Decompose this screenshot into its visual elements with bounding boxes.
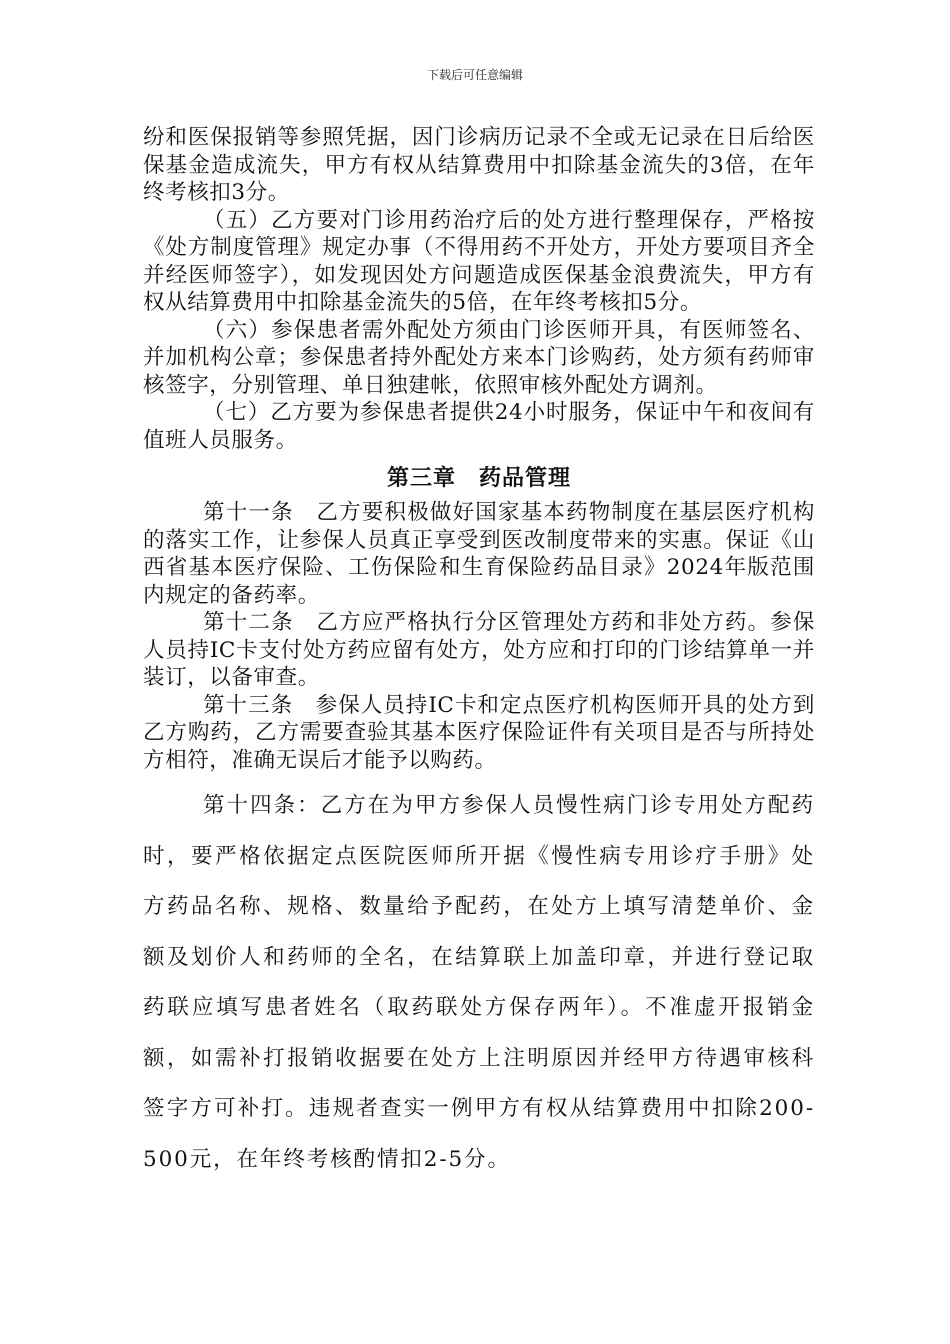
- article-13: 第十三条 参保人员持IC卡和定点医疗机构医师开具的处方到乙方购药，乙方需要查验其基本医疗保险证件有关项目是否与所持处方相符，准确无误后才能予以购药。: [143, 692, 815, 773]
- article-12: 第十二条 乙方应严格执行分区管理处方药和非处方药。参保人员持IC卡支付处方药应留有处方，处方应和打印的门诊结算单一并装订，以备审查。: [143, 610, 815, 690]
- chapter-title: 第三章 药品管理: [386, 466, 571, 491]
- paragraph-item-7: （七）乙方要为参保患者提供24小时服务，保证中午和夜间有值班人员服务。: [143, 400, 815, 453]
- paragraph-item-6: （六）参保患者需外配处方须由门诊医师开具，有医师签名、并加机构公章；参保患者持外配处方来本门诊购药，处方须有药师审核签字，分别管理、单日独建帐，依照审核外配处方调剂。: [143, 317, 815, 398]
- article-14: 第十四条：乙方在为甲方参保人员慢性病门诊专用处方配药时，要严格依据定点医院医师所开据《慢性病专用诊疗手册》处方药品名称、规格、数量给予配药，在处方上填写清楚单价、金额及划价人和药师的全名，在结算联上加盖印章，并进行登记取药联应填写患者姓名（取药联处方保存两年）。不准虚开报销金额，如需补打报销收据要在处方上注明原因并经甲方待遇审核科签字方可补打。违规者查实一例甲方有权从结算费用中扣除200-500元，在年终考核酌情扣2-5分。: [143, 793, 815, 1172]
- page-header-note: 下载后可任意编辑: [426, 68, 523, 82]
- paragraph-item-5: （五）乙方要对门诊用药治疗后的处方进行整理保存，严格按《处方制度管理》规定办事（不得用药不开处方，开处方要项目齐全并经医师签字），如发现因处方问题造成医保基金浪费流失，甲方有权从结算费用中扣除基金流失的5倍，在年终考核扣5分。: [143, 207, 815, 315]
- article-11: 第十一条 乙方要积极做好国家基本药物制度在基层医疗机构的落实工作，让参保人员真正享受到医改制度带来的实惠。保证《山西省基本医疗保险、工伤保险和生育保险药品目录》2024年版范围内规定的备药率。: [143, 500, 815, 608]
- document-body: [143, 124, 815, 1185]
- paragraph-continuation: 纷和医保报销等参照凭据，因门诊病历记录不全或无记录在日后给医保基金造成流失，甲方有权从结算费用中扣除基金流失的3倍，在年终考核扣3分。: [143, 125, 815, 205]
